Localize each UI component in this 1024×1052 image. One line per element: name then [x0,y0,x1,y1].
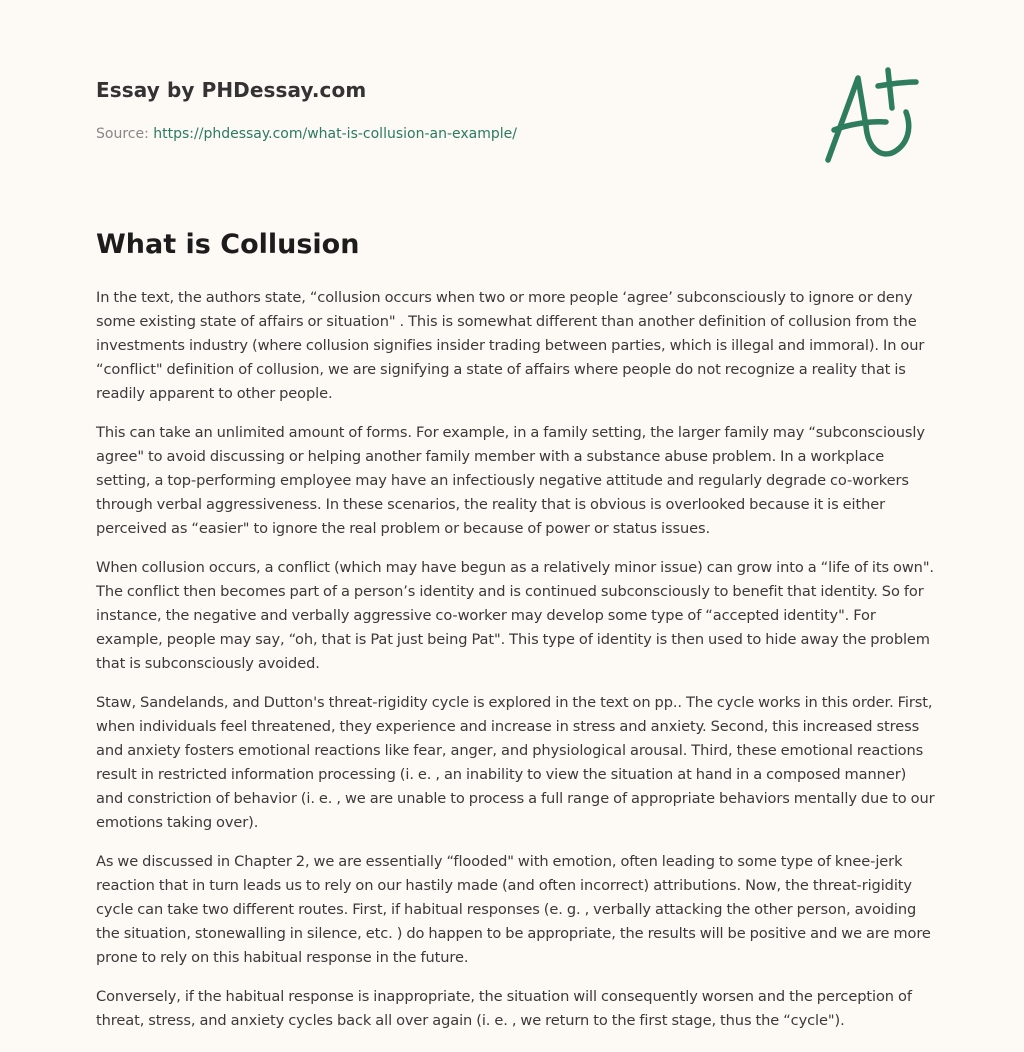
paragraph-4: Staw, Sandelands, and Dutton's threat-rigidity cycle is explored in the text on pp.. The cycle works in this order. First, when individuals feel threatened, they experience and increase in stress and anxiety. Second, this increased stress and anxiety fosters emotional reactions like fear, anger, and physiological arousal. Third, these emotional reactions result in restricted information processing (i. e. , an inability to view the situation at hand in a composed manner) and constriction of behavior (i. e. , we are unable to process a full range of appropriate behaviors mentally due to our emotions taking over). [96,694,935,831]
site-title: Essay by PHDessay.com [96,78,367,102]
source-label: Source: [96,126,149,142]
article-title: What is Collusion [96,229,360,260]
source-line [96,124,796,144]
essay-article [96,226,936,1048]
source-link[interactable]: https://phdessay.com/what-is-collusion-an-example/ [153,126,517,142]
paragraph-3: When collusion occurs, a conflict (which may have begun as a relatively minor issue) can grow into a “life of its own". The conflict then becomes part of a person’s identity and is continued subconsciously to benefit that identity. So for instance, the negative and verbally aggressive co-worker may develop some type of “accepted identity". For example, people may say, “oh, that is Pat just being Pat". This type of identity is then used to hide away the problem that is subconsciously avoided. [96,559,934,672]
paragraph-5: As we discussed in Chapter 2, we are essentially “flooded" with emotion, often leading to some type of knee-jerk reaction that in turn leads us to rely on our hastily made (and often incorrect) attributions. Now, the threat-rigidity cycle can take two different routes. First, if habitual responses (e. g. , verbally attacking the other person, avoiding the situation, stonewalling in silence, etc. ) do happen to be appropriate, the results will be positive and we are more prone to rely on this habitual response in the future. [96,853,931,966]
paragraph-2: This can take an unlimited amount of forms. For example, in a family setting, the larger family may “subconsciously agree" to avoid discussing or helping another family member with a substance abuse problem. In a workplace setting, a top-performing employee may have an infectiously negative attitude and regularly degrade co-workers through verbal aggressiveness. In these scenarios, the reality that is obvious is overlooked because it is either perceived as “easier" to ignore the real problem or because of power or status issues. [96,424,925,537]
a-plus-logo-icon [820,66,930,166]
paragraph-1: In the text, the authors state, “collusion occurs when two or more people ‘agree’ subconsciously to ignore or deny some existing state of affairs or situation" . This is somewhat different than another definition of collusion from the investments industry (where collusion signifies insider trading between parties, which is illegal and immoral). In our “conflict" definition of collusion, we are signifying a state of affairs where people do not recognize a reality that is readily apparent to other people. [96,289,925,402]
document-header [96,76,796,144]
paragraph-6: Conversely, if the habitual response is inappropriate, the situation will consequently worsen and the perception of threat, stress, and anxiety cycles back all over again (i. e. , we return to the first stage, thus the “cycle"). [96,988,912,1029]
